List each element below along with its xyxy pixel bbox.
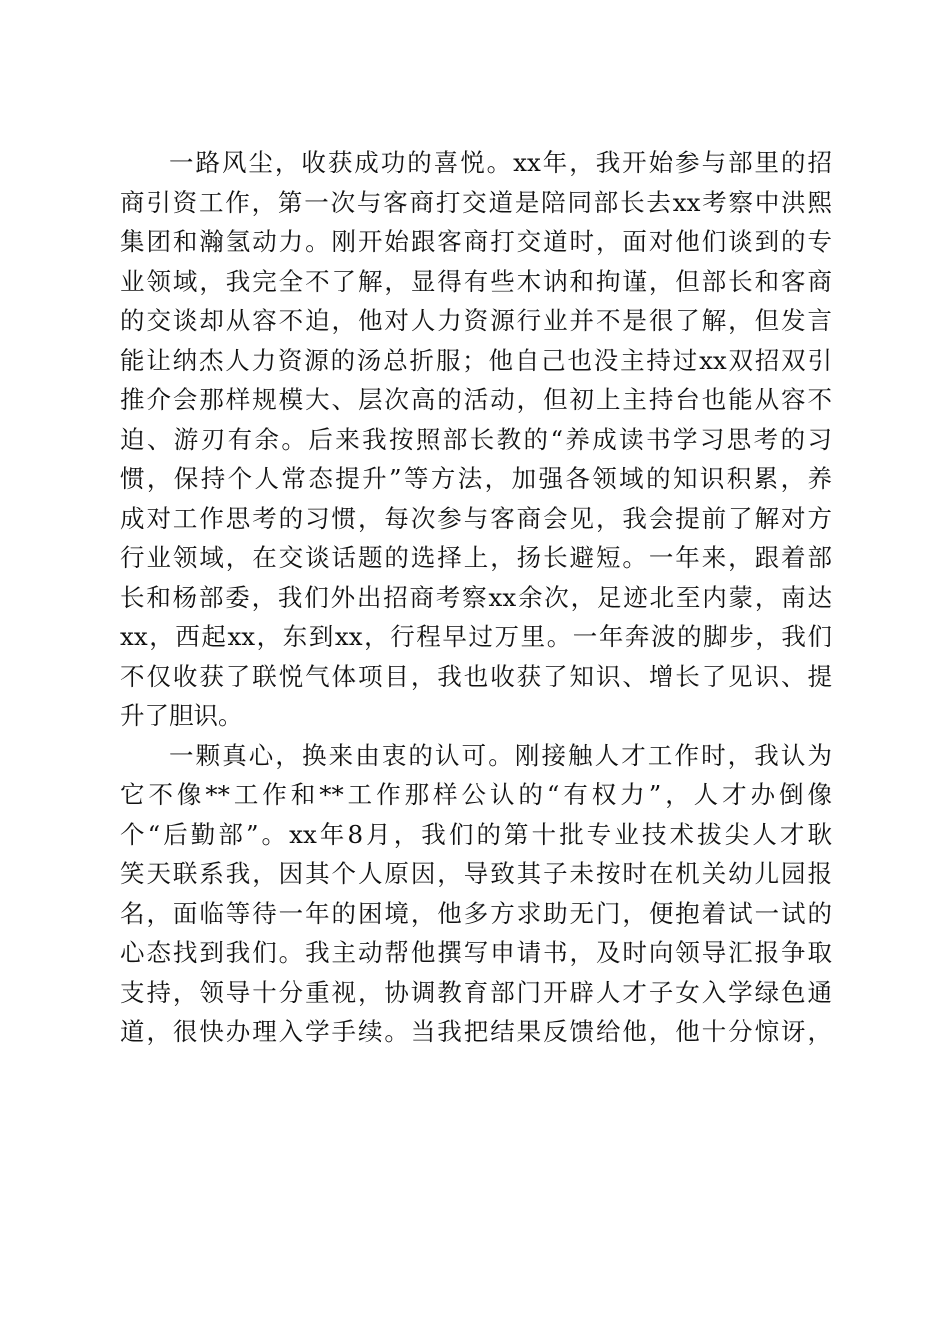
paragraph-line: 它不像**工作和**工作那样公认的“有权力”，人才办倒像	[120, 780, 832, 809]
paragraph-line: 行业领域，在交谈话题的选择上，扬长避短。一年来，跟着部	[120, 543, 832, 572]
paragraph-line: 迫、游刃有余。后来我按照部长教的“养成读书学习思考的习	[120, 424, 832, 454]
paragraph-line: 成对工作思考的习惯，每次参与客商会见，我会提前了解对方	[120, 503, 832, 533]
paragraph-line: 支持，领导十分重视，协调教育部门开辟人才子女入学绿色通	[120, 977, 832, 1007]
paragraph-line: xx，西起xx，东到xx，行程早过万里。一年奔波的脚步，我们	[120, 622, 832, 651]
paragraph-line: 道，很快办理入学手续。当我把结果反馈给他，他十分惊讶，	[120, 1017, 832, 1046]
paragraph-line: 一路风尘，收获成功的喜悦。xx年，我开始参与部里的招	[169, 148, 832, 177]
paragraph-line: 能让纳杰人力资源的汤总折服；他自己也没主持过xx双招双引	[120, 345, 832, 375]
paragraph-line: 个“后勤部”。xx年8月，我们的第十批专业技术拔尖人才耿	[120, 819, 832, 849]
paragraph-line: 推介会那样规模大、层次高的活动，但初上主持台也能从容不	[120, 385, 832, 414]
paragraph-line: 心态找到我们。我主动帮他撰写申请书，及时向领导汇报争取	[120, 938, 832, 967]
paragraph-line: 惯，保持个人常态提升”等方法，加强各领域的知识积累，养	[120, 464, 832, 493]
paragraph-line: 笑天联系我，因其个人原因，导致其子未按时在机关幼儿园报	[120, 859, 832, 888]
paragraph-line: 业领域，我完全不了解，显得有些木讷和拘谨，但部长和客商	[120, 266, 832, 296]
paragraph-line: 不仅收获了联悦气体项目，我也收获了知识、增长了见识、提	[120, 661, 832, 691]
body-text	[120, 143, 832, 1052]
paragraph-1	[120, 143, 832, 736]
paragraph-line: 名，面临等待一年的困境，他多方求助无门，便抱着试一试的	[120, 898, 832, 928]
paragraph-2	[120, 736, 832, 1052]
paragraph-line: 一颗真心，换来由衷的认可。刚接触人才工作时，我认为	[169, 740, 832, 770]
paragraph-line: 商引资工作，第一次与客商打交道是陪同部长去xx考察中洪熙	[120, 187, 832, 217]
paragraph-line: 的交谈却从容不迫，他对人力资源行业并不是很了解，但发言	[120, 306, 832, 335]
paragraph-line: 集团和瀚氢动力。刚开始跟客商打交道时，面对他们谈到的专	[120, 227, 832, 256]
paragraph-line: 长和杨部委，我们外出招商考察xx余次，足迹北至内蒙，南达	[120, 582, 832, 612]
paragraph-line: 升了胆识。	[120, 701, 243, 730]
